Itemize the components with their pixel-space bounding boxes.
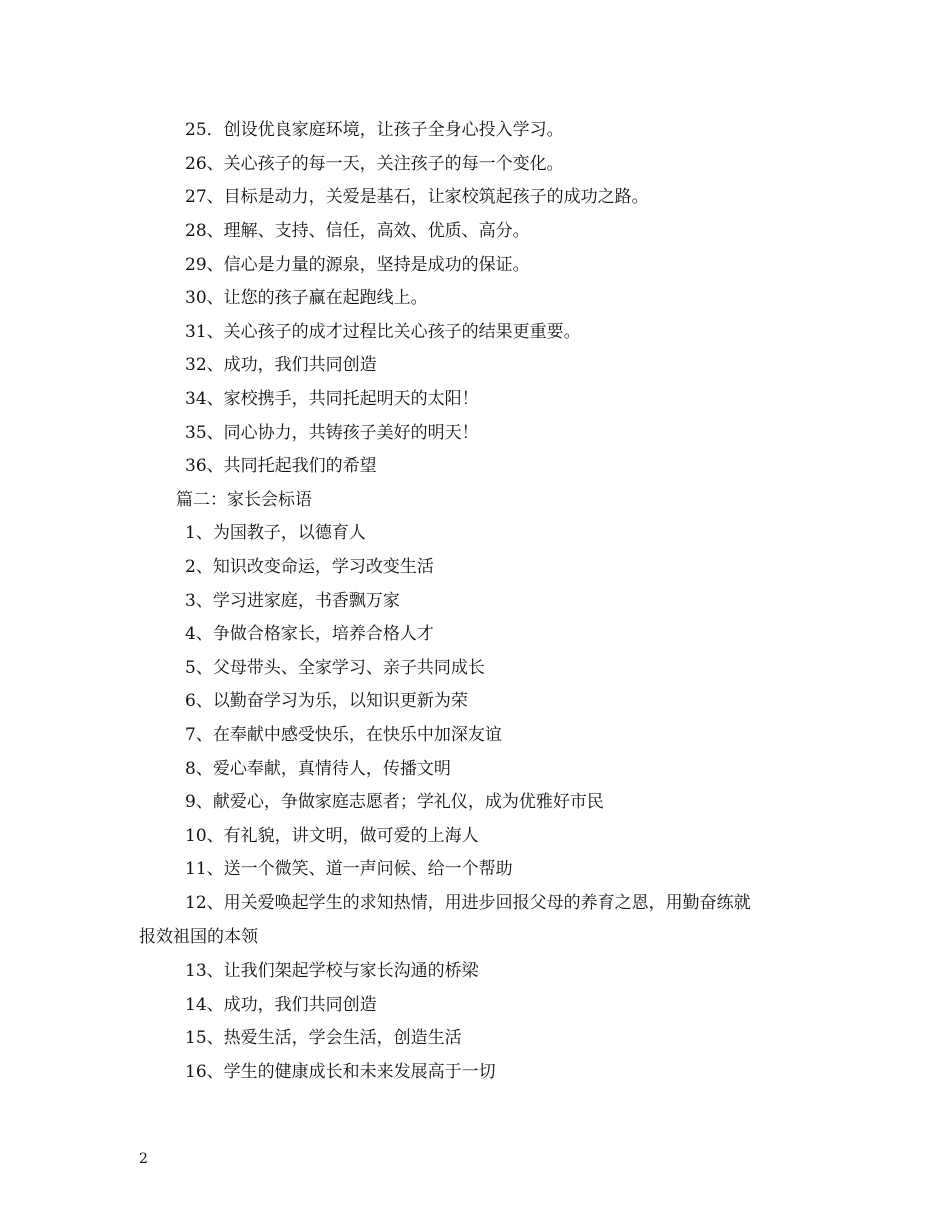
parent-slogan-11: 11、送一个微笑、道一声问候、给一个帮助 xyxy=(185,859,513,879)
parent-slogan-7: 7、在奉献中感受快乐，在快乐中加深友谊 xyxy=(185,725,502,745)
slogan-line-28: 28、理解、支持、信任，高效、优质、高分。 xyxy=(185,221,530,241)
parent-slogan-12: 12、用关爱唤起学生的求知热情，用进步回报父母的养育之恩，用勤奋练就 xyxy=(185,893,751,913)
slogan-line-36: 36、共同托起我们的希望 xyxy=(185,456,377,476)
slogan-line-29: 29、信心是力量的源泉，坚持是成功的保证。 xyxy=(185,255,530,275)
slogan-line-25: 25．创设优良家庭环境，让孩子全身心投入学习。 xyxy=(185,120,564,140)
slogan-line-31: 31、关心孩子的成才过程比关心孩子的结果更重要。 xyxy=(185,322,581,342)
slogan-line-34: 34、家校携手，共同托起明天的太阳！ xyxy=(185,389,479,409)
slogan-line-35: 35、同心协力，共铸孩子美好的明天！ xyxy=(185,423,479,443)
parent-slogan-10: 10、有礼貌，讲文明，做可爱的上海人 xyxy=(185,826,479,846)
parent-slogan-9: 9、献爱心，争做家庭志愿者；学礼仪，成为优雅好市民 xyxy=(185,792,604,812)
page-number: 2 xyxy=(139,1151,148,1167)
parent-slogan-8: 8、爱心奉献，真情待人，传播文明 xyxy=(185,759,451,779)
parent-slogan-3: 3、学习进家庭，书香飘万家 xyxy=(185,591,400,611)
parent-slogan-12-continued: 报效祖国的本领 xyxy=(139,927,258,947)
parent-slogan-2: 2、知识改变命运，学习改变生活 xyxy=(185,557,434,577)
parent-slogan-4: 4、争做合格家长，培养合格人才 xyxy=(185,624,434,644)
parent-slogan-15: 15、热爱生活，学会生活，创造生活 xyxy=(185,1028,462,1048)
parent-slogan-5: 5、父母带头、全家学习、亲子共同成长 xyxy=(185,658,485,678)
slogan-line-27: 27、目标是动力，关爱是基石，让家校筑起孩子的成功之路。 xyxy=(185,187,649,207)
parent-slogan-1: 1、为国教子，以德育人 xyxy=(185,523,366,543)
parent-slogan-6: 6、以勤奋学习为乐，以知识更新为荣 xyxy=(185,691,468,711)
parent-slogan-16: 16、学生的健康成长和未来发展高于一切 xyxy=(185,1062,496,1082)
slogan-line-30: 30、让您的孩子赢在起跑线上。 xyxy=(185,288,428,308)
parent-slogan-14: 14、成功，我们共同创造 xyxy=(185,995,377,1015)
parent-slogan-13: 13、让我们架起学校与家长沟通的桥梁 xyxy=(185,961,479,981)
slogan-line-26: 26、关心孩子的每一天，关注孩子的每一个变化。 xyxy=(185,154,564,174)
slogan-line-32: 32、成功，我们共同创造 xyxy=(185,355,377,375)
section-title: 篇二：家长会标语 xyxy=(176,490,312,510)
